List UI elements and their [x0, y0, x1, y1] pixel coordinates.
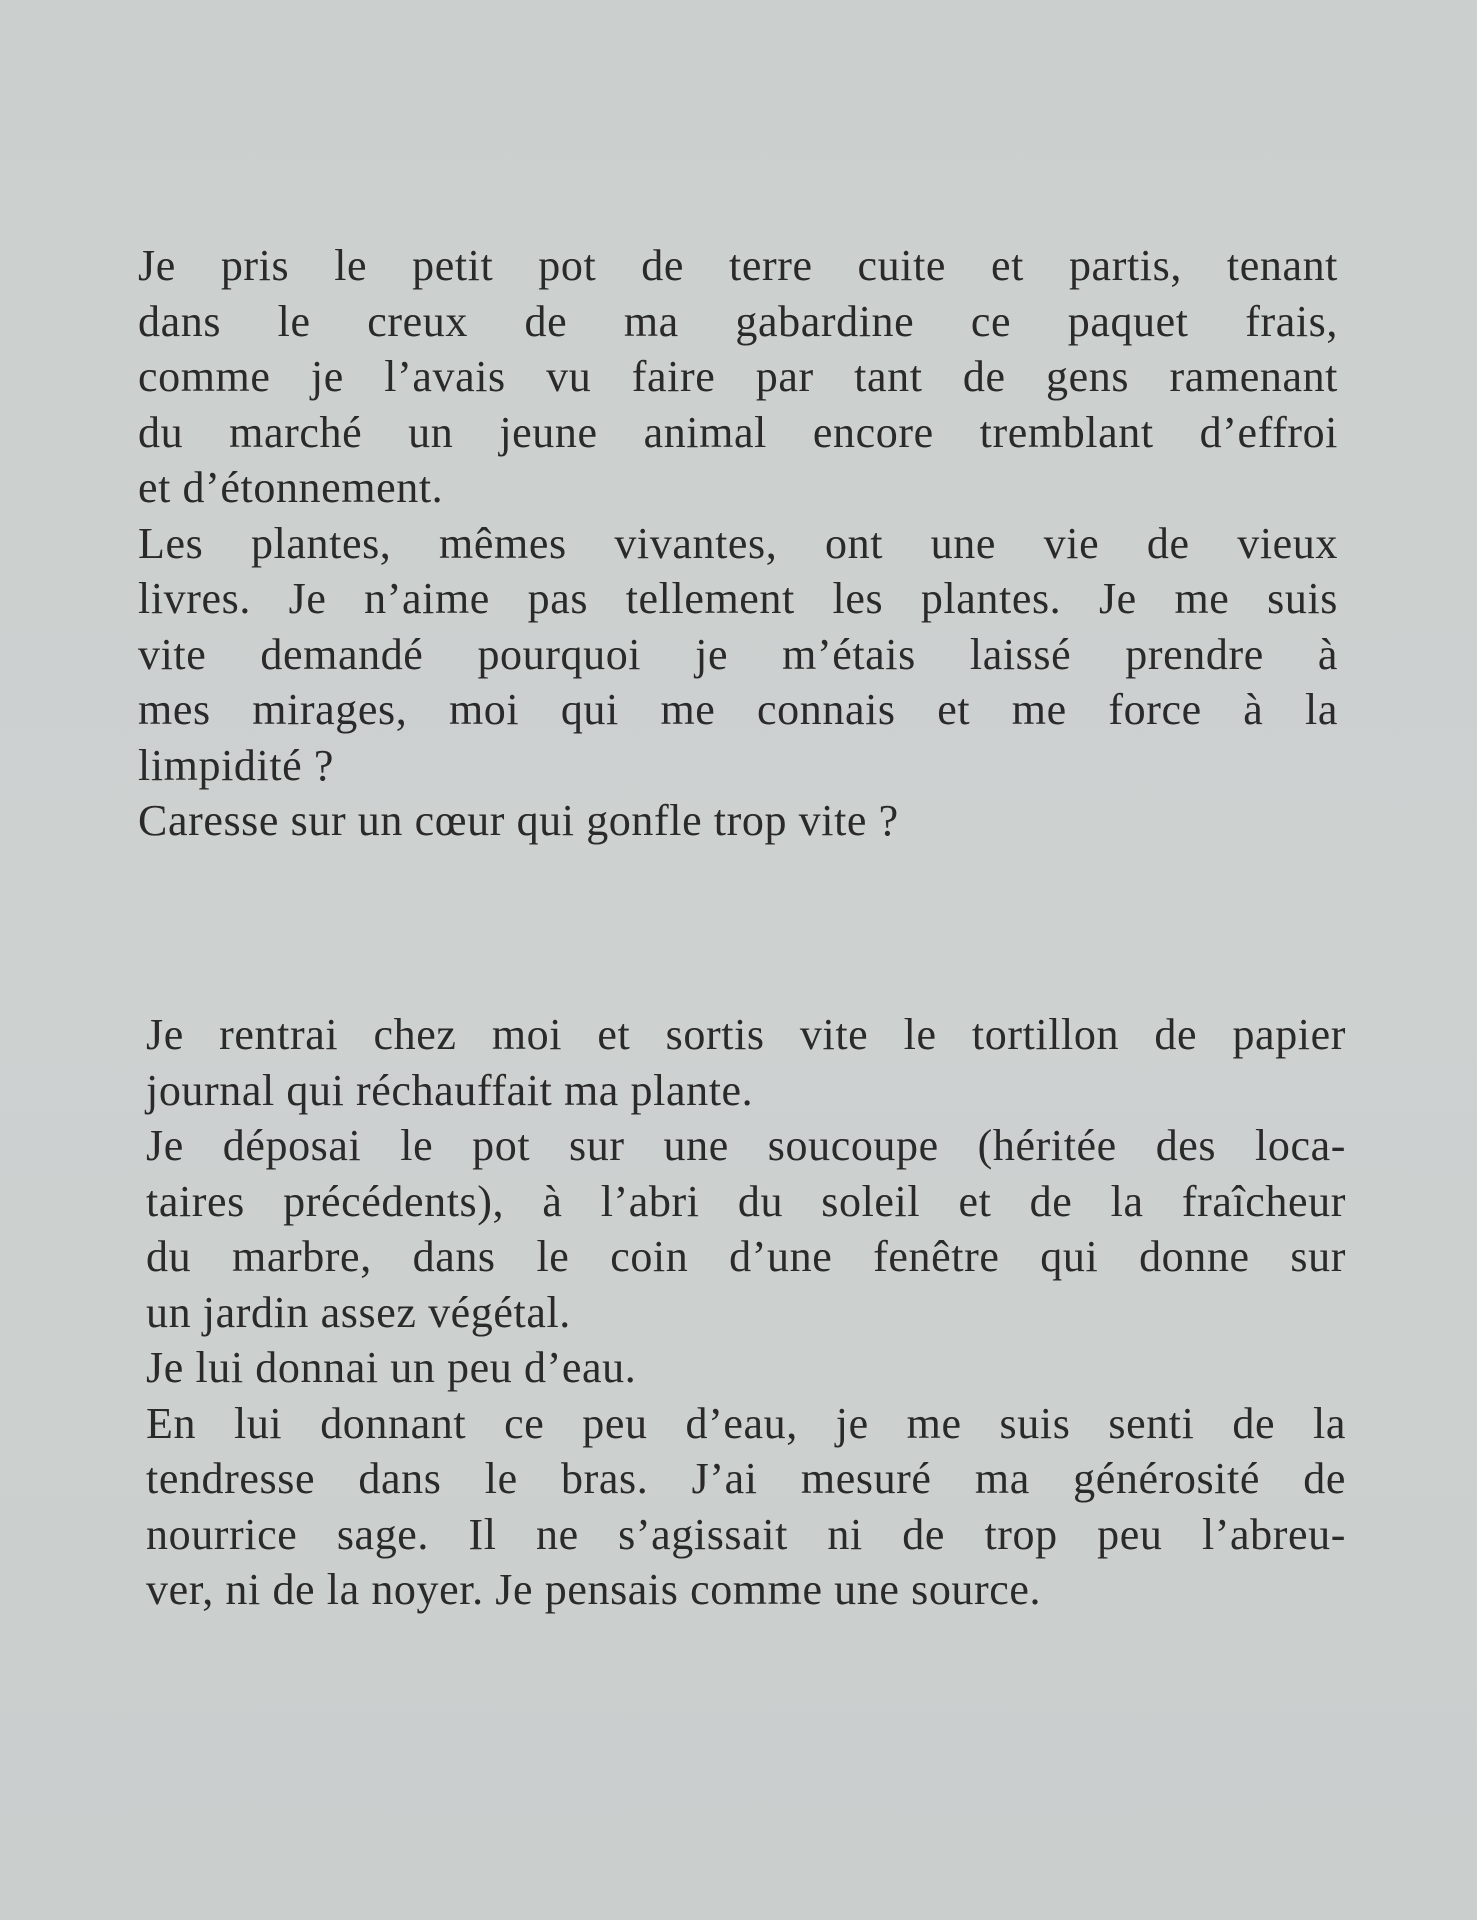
text-line: limpidité ? — [138, 740, 335, 790]
text-line: Les plantes, mêmes vivantes, ont une vie de vieux — [138, 518, 1338, 568]
paragraph — [138, 793, 1338, 849]
text-line: taires précédents), à l’abri du soleil et de la fraîcheur — [146, 1176, 1346, 1226]
text-line: Je pris le petit pot de terre cuite et partis, tenant — [138, 241, 1338, 290]
paragraph — [146, 1118, 1346, 1340]
text-line: un jardin assez végétal. — [146, 1287, 571, 1337]
text-line: livres. Je n’aime pas tellement les plantes. Je me suis — [138, 574, 1338, 623]
paragraph — [138, 238, 1338, 516]
text-line: Je déposai le pot sur une soucoupe (héritée des loca- — [146, 1121, 1346, 1170]
text-line: du marbre, dans le coin d’une fenêtre qui donne sur — [146, 1232, 1346, 1281]
text-line: Je rentrai chez moi et sortis vite le tortillon de papier — [146, 1010, 1346, 1059]
paragraph — [146, 1340, 1346, 1396]
text-line: En lui donnant ce peu d’eau, je me suis senti de la — [146, 1398, 1346, 1448]
text-line: ver, ni de la noyer. Je pensais comme une source. — [146, 1565, 1042, 1614]
paragraph — [138, 516, 1338, 794]
paragraph — [146, 1007, 1346, 1118]
text-line: nourrice sage. Il ne s’agissait ni de trop peu l’abreu- — [146, 1509, 1346, 1559]
text-line: comme je l’avais vu faire par tant de gens ramenant — [138, 352, 1338, 401]
text-line: et d’étonnement. — [138, 463, 444, 512]
text-section-1 — [138, 238, 1338, 849]
text-line: Caresse sur un cœur qui gonfle trop vite ? — [138, 796, 899, 845]
text-line: mes mirages, moi qui me connais et me force à la — [138, 685, 1338, 734]
text-line: du marché un jeune animal encore tremblant d’effroi — [138, 407, 1338, 457]
text-line: tendresse dans le bras. J’ai mesuré ma générosité de — [146, 1454, 1346, 1503]
text-line: journal qui réchauffait ma plante. — [146, 1065, 754, 1115]
text-section-2 — [146, 1007, 1346, 1618]
paragraph — [146, 1396, 1346, 1618]
text-line: vite demandé pourquoi je m’étais laissé prendre à — [138, 629, 1338, 679]
text-line: Je lui donnai un peu d’eau. — [146, 1343, 637, 1392]
text-line: dans le creux de ma gabardine ce paquet frais, — [138, 296, 1338, 346]
